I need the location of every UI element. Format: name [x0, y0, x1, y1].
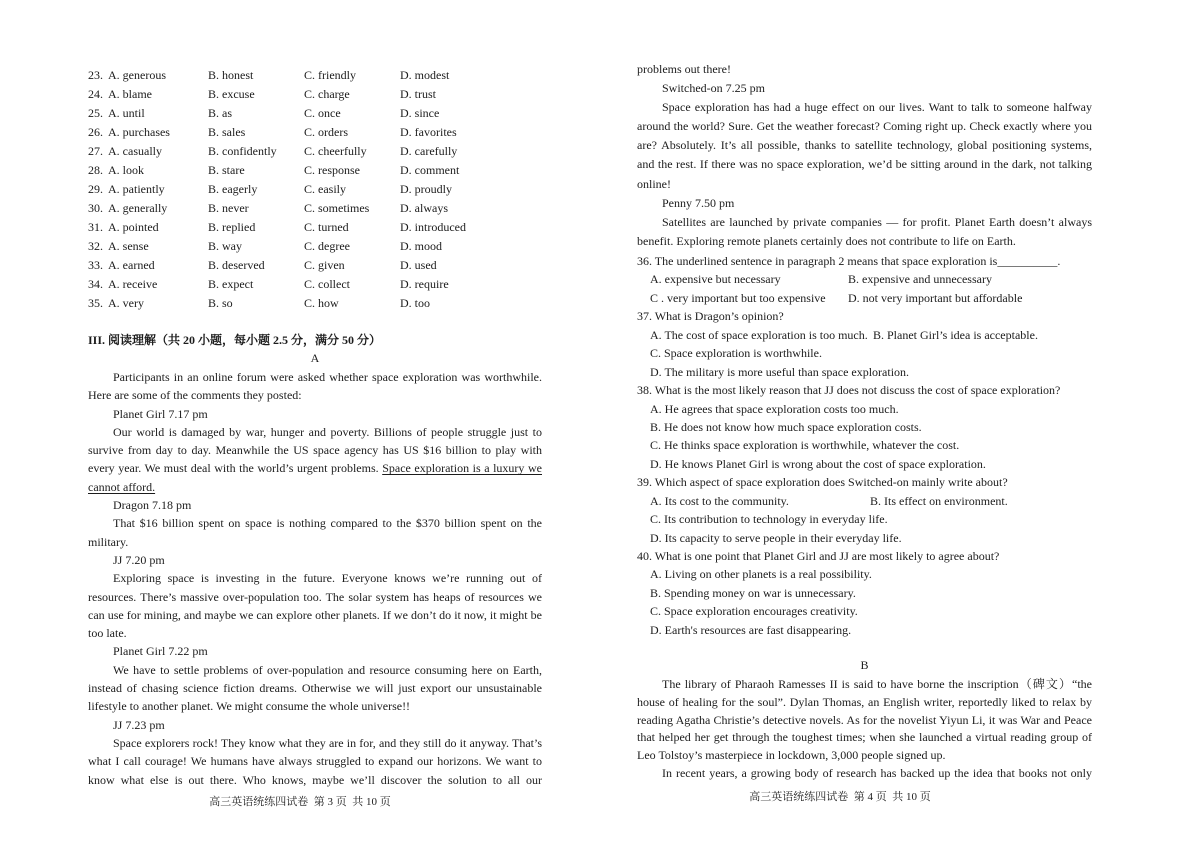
question-number: 23. [88, 68, 103, 82]
option-d: D. since [400, 106, 440, 120]
section-heading: III. 阅读理解（共 20 小题，每小题 2.5 分，满分 50 分） [88, 333, 382, 347]
passage-b [637, 676, 1092, 783]
comment-text-body: Our world is damaged by war, hunger and poverty. Billions of people struggle just to survive from day to day. Meanwhile the US space agency has US $16 billion to play with every year. We must deal with the world’s urgent problems. [88, 424, 542, 476]
option-c: C. Space exploration is worthwhile. [650, 346, 822, 361]
option-a: A. purchases [108, 125, 170, 139]
question-number: 31. [88, 220, 103, 234]
question-stem: 40. What is one point that Planet Girl and JJ are most likely to agree about? [637, 549, 1000, 563]
page-footer: 高三英语统练四试卷 第 4 页 共 10 页 [749, 791, 931, 803]
option-row [637, 289, 1092, 307]
option-c: C. sometimes [304, 201, 370, 215]
option-a: A. Its cost to the community. [650, 493, 789, 508]
comment-text: Satellites are launched by private companies — for profit. Planet Earth doesn’t always benefit. Exploring remote planets certainly does not contribute to life on Earth. [637, 214, 1092, 248]
continued-text: problems out there! [637, 62, 731, 76]
option-b: B. eagerly [208, 182, 258, 196]
left-page [88, 0, 542, 847]
option-b: B. Planet Girl’s idea is acceptable. [873, 327, 1038, 342]
option-a: A. patiently [108, 182, 165, 196]
option-c: C. turned [304, 220, 349, 234]
reading-questions [637, 252, 1092, 639]
cloze-row [88, 104, 542, 123]
option-d: D. not very important but affordable [848, 290, 1023, 305]
option-c: C. cheerfully [304, 144, 367, 158]
question-number: 25. [88, 106, 103, 120]
option-b: B. as [208, 106, 232, 120]
option-d: D. used [400, 258, 437, 272]
option-a: A. sense [108, 239, 149, 253]
option-a: A. look [108, 163, 144, 177]
paragraph: In recent years, a growing body of research has backed up the idea that books not only [662, 765, 1092, 780]
cloze-row [88, 161, 542, 180]
option-c: C. given [304, 258, 345, 272]
question-number: 32. [88, 239, 103, 253]
option-b: B. Its effect on environment. [870, 493, 1008, 508]
option-d: D. He knows Planet Girl is wrong about the cost of space exploration. [650, 456, 986, 471]
option-b: B. deserved [208, 258, 265, 272]
option-c: C. orders [304, 125, 348, 139]
comment-text: Space explorers rock! They know what they are in for, and they still do it anyway. That’s what I call courage! We humans have always struggled to expand our horizons. We want to know what else is out there. Who knows, maybe we’ll discover the solution to all our [88, 735, 542, 787]
underlined-sentence: Space exploration is a luxury we cannot afford. [88, 461, 542, 494]
cloze-row [88, 66, 542, 85]
question-number: 27. [88, 144, 103, 158]
option-a: A. receive [108, 277, 158, 291]
option-d: D. always [400, 201, 448, 215]
question-stem: 37. What is Dragon’s opinion? [637, 309, 784, 324]
comment-author: Planet Girl 7.22 pm [113, 644, 208, 659]
comment-author: Dragon 7.18 pm [113, 498, 192, 513]
cloze-options-table [88, 66, 542, 313]
option-d: D. require [400, 277, 449, 291]
option-b: B. replied [208, 220, 256, 234]
option-a: A. generally [108, 201, 168, 215]
cloze-row [88, 294, 542, 313]
comment-text: Exploring space is investing in the future. Everyone knows we’re running out of resources. There’s massive over-population too. The solar system has heaps of resources we can use for mining, and maybe we can explore other planets. If we don’t do it now, it might be too late. [88, 571, 542, 641]
option-a: A. earned [108, 258, 155, 272]
comment-author: Penny 7.50 pm [662, 195, 735, 210]
option-c: C. Space exploration encourages creativity. [650, 604, 858, 619]
option-b: B. never [208, 201, 249, 215]
option-d: D. The military is more useful than space exploration. [650, 364, 910, 379]
option-a: A. The cost of space exploration is too much. [650, 327, 868, 342]
cloze-row [88, 218, 542, 237]
option-d: D. modest [400, 68, 450, 82]
cloze-row [88, 180, 542, 199]
comment-text: We have to settle problems of over-population and resource consuming here on Earth, instead of chasing science fiction dreams. Otherwise we will just export our unsustainable lifestyle to another planet. We might consume the whole universe!! [88, 662, 542, 714]
option-d: D. Earth's resources are fast disappearing. [650, 622, 852, 637]
option-a: A. pointed [108, 220, 159, 234]
option-row [637, 492, 1092, 510]
comment-text: Space exploration has had a huge effect on our lives. Want to talk to someone halfway around the world? Sure. Get the weather forecast? Coming right up. Check exactly where you are? Absolutely. It’s all possible, thanks to satellite technology, global positioning systems, and the rest. If there was no space exploration, we’d be sitting around in the dark, not talking online! [637, 100, 1092, 191]
option-row [637, 270, 1092, 288]
comment-author: JJ 7.23 pm [113, 717, 165, 732]
option-a: A. blame [108, 87, 152, 101]
option-b: B. expensive and unnecessary [848, 272, 992, 287]
comment-author: JJ 7.20 pm [113, 552, 165, 567]
option-a: A. very [108, 296, 144, 310]
option-b: B. confidently [208, 144, 277, 158]
question-stem: 38. What is the most likely reason that JJ does not discuss the cost of space exploration? [637, 383, 1061, 398]
option-c: C. response [304, 163, 360, 177]
passage-a-continuation [637, 60, 1092, 251]
page-footer: 高三英语统练四试卷 第 3 页 共 10 页 [209, 796, 391, 808]
option-b: B. excuse [208, 87, 255, 101]
option-c: C . very important but too expensive [650, 290, 826, 305]
option-b: B. way [208, 239, 242, 253]
question-number: 29. [88, 182, 103, 196]
question-number: 28. [88, 163, 103, 177]
option-d: D. trust [400, 87, 436, 101]
option-c: C. how [304, 296, 339, 310]
option-c: C. collect [304, 277, 350, 291]
right-page [637, 0, 1092, 847]
option-d: D. introduced [400, 220, 466, 234]
option-d: D. too [400, 296, 430, 310]
option-d: D. carefully [400, 144, 458, 158]
question-number: 24. [88, 87, 103, 101]
option-c: C. easily [304, 182, 346, 196]
comment-author: Planet Girl 7.17 pm [113, 406, 208, 421]
option-a: A. Living on other planets is a real possibility. [650, 567, 872, 582]
cloze-row [88, 142, 542, 161]
option-d: D. proudly [400, 182, 452, 196]
passage-intro: Participants in an online forum were asked whether space exploration was worthwhile. Here are some of the comments they posted: [88, 370, 542, 403]
option-a: A. He agrees that space exploration costs too much. [650, 401, 899, 416]
option-c: C. Its contribution to technology in everyday life. [650, 512, 888, 527]
option-b: B. honest [208, 68, 254, 82]
option-row [637, 326, 1092, 344]
question-number: 33. [88, 258, 103, 272]
paragraph: The library of Pharaoh Ramesses II is said to have borne the inscription（碑文）“the house of healing for the soul”. Dylan Thomas, an English writer, reportedly liked to relax by reading Agatha Christie’s detective novels. As for the novelist Yiyun Li, it was War and Peace that helped her get through the toughest times; when she launched a virtual reading group of Leo Tolstoy’s masterpiece in lockdown, 3,000 people signed up. [637, 677, 1092, 763]
question-number: 30. [88, 201, 103, 215]
cloze-row [88, 199, 542, 218]
option-d: D. favorites [400, 125, 457, 139]
option-d: D. mood [400, 239, 442, 253]
question-number: 34. [88, 277, 103, 291]
question-stem: 36. The underlined sentence in paragraph 2 means that space exploration is__________. [637, 254, 1061, 268]
cloze-row [88, 123, 542, 142]
cloze-row [88, 275, 542, 294]
option-b: B. Spending money on war is unnecessary. [650, 585, 856, 600]
option-b: B. stare [208, 163, 245, 177]
cloze-row [88, 85, 542, 104]
option-c: C. once [304, 106, 341, 120]
option-d: D. comment [400, 163, 460, 177]
question-number: 26. [88, 125, 103, 139]
cloze-row [88, 256, 542, 275]
option-a: A. generous [108, 68, 166, 82]
comment-text [88, 423, 542, 496]
option-c: C. friendly [304, 68, 356, 82]
comment-author: Switched-on 7.25 pm [662, 81, 765, 96]
question-stem: 39. Which aspect of space exploration does Switched-on mainly write about? [637, 475, 1008, 490]
option-a: A. casually [108, 144, 162, 158]
option-d: D. Its capacity to serve people in their everyday life. [650, 530, 902, 545]
cloze-row [88, 237, 542, 256]
option-c: C. charge [304, 87, 350, 101]
passage-a [88, 368, 542, 789]
option-c: C. degree [304, 239, 350, 253]
option-c: C. He thinks space exploration is worthwhile, whatever the cost. [650, 438, 960, 453]
option-b: B. expect [208, 277, 254, 291]
option-b: B. He does not know how much space exploration costs. [650, 419, 922, 434]
comment-text: That $16 billion spent on space is nothing compared to the $370 billion spent on the military. [88, 516, 542, 549]
passage-a-label: A [310, 351, 320, 365]
option-b: B. sales [208, 125, 246, 139]
option-a: A. until [108, 106, 145, 120]
question-number: 35. [88, 296, 103, 310]
option-b: B. so [208, 296, 233, 310]
option-a: A. expensive but necessary [650, 272, 781, 287]
passage-b-label: B [860, 658, 869, 672]
